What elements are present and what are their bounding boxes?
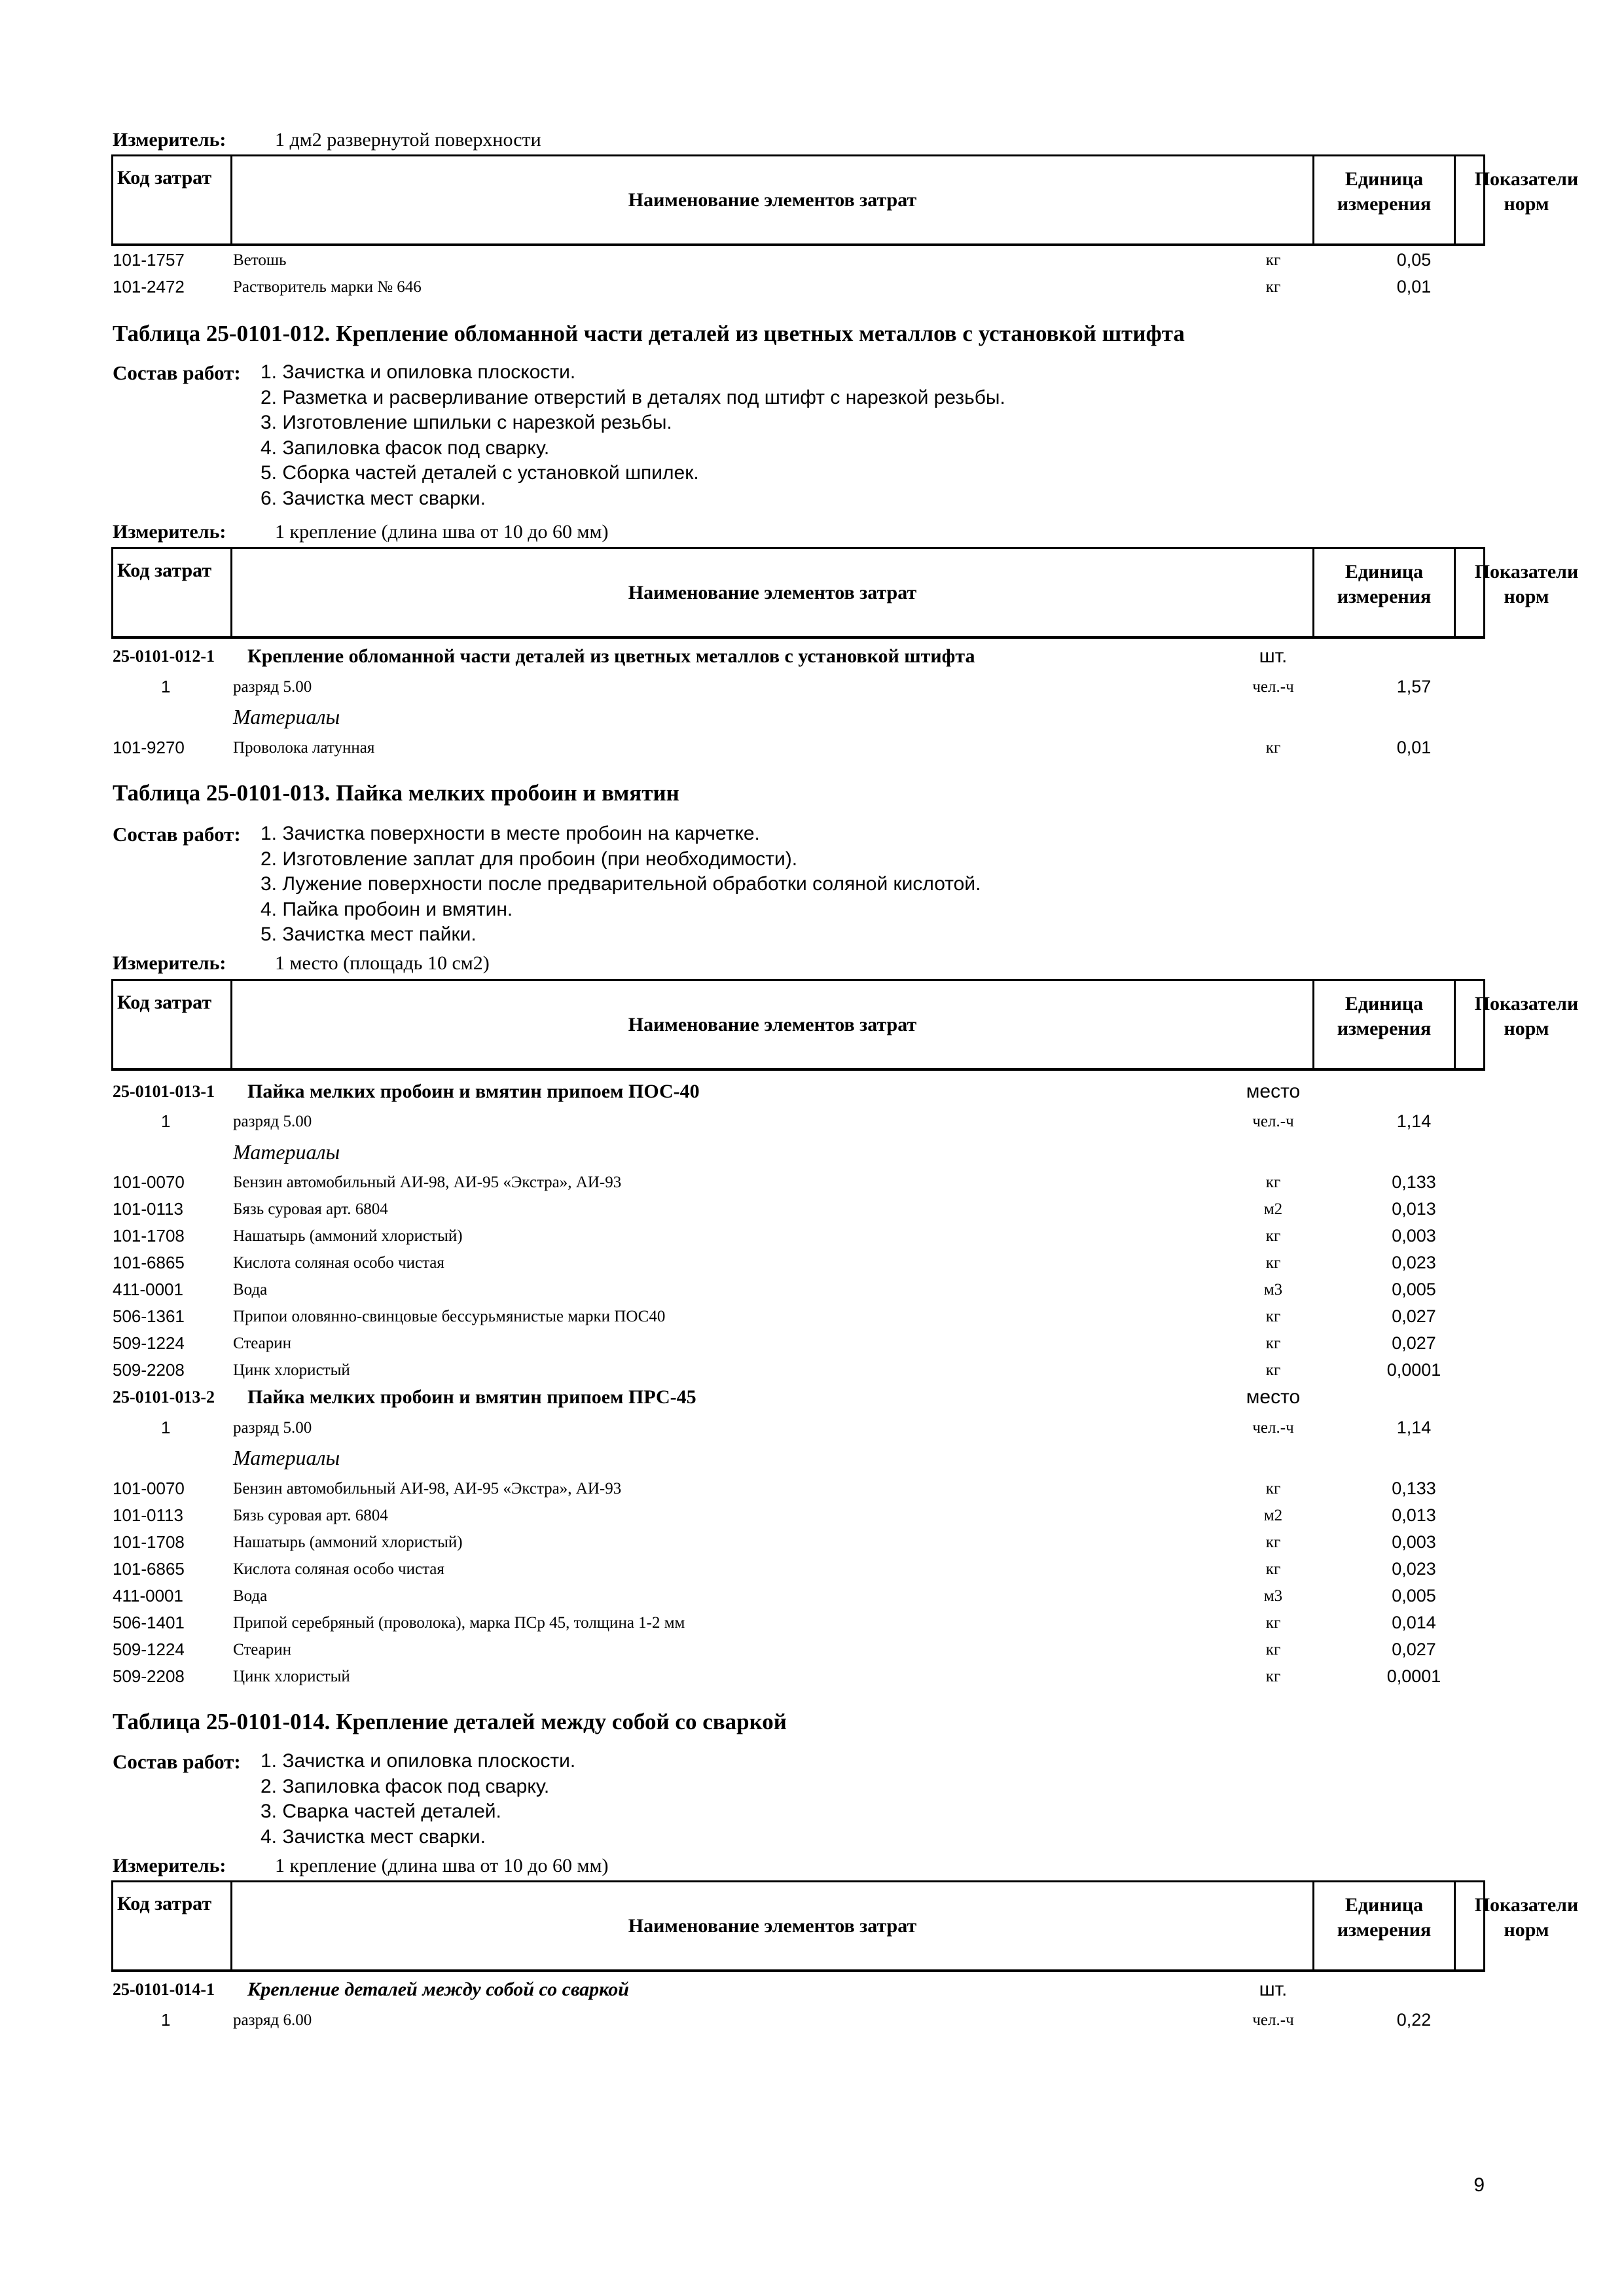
table-row: 101-1757 Ветошь кг 0,05 (113, 250, 1432, 270)
header-name: Наименование элементов затрат (232, 156, 1314, 243)
materials-heading: Материалы (233, 1446, 340, 1469)
materials-heading: Материалы (233, 705, 340, 728)
table-title: Таблица 25-0101-014. Крепление деталей между собой со сваркой (113, 1709, 787, 1734)
table-row: 101-0113 Бязь суровая арт. 6804 м2 0,013 (113, 1199, 1436, 1219)
table-row: 101-1708 Нашатырь (аммоний хлористый) кг 0,003 (113, 1532, 1436, 1552)
table-header: Код затрат Наименование элементов затрат Единица измерения Показатели норм (111, 1880, 1485, 1972)
table-row: 411-0001 Вода м3 0,005 (113, 1280, 1436, 1299)
table-header: Код затрат Наименование элементов затрат Единица измерения Показатели норм (111, 547, 1485, 639)
table-row-item: 25-0101-012-1 Крепление обломанной части деталей из цветных металлов с установкой штифта шт. (113, 645, 1288, 667)
page-number: 9 (1473, 2174, 1485, 2196)
measure-line: Измеритель: 1 место (площадь 10 см2) (113, 952, 490, 974)
work-steps: 1. Зачистка и опиловка плоскости. 2. Разметка и расверливание отверстий в деталях под штифт с нарезкой резьбы. 3. Изготовление шпильки с нарезкой резьбы. 4. Запиловка фасок под сварку. 5. Сборка частей деталей с установкой шпилек. 6. Зачистка мест сварки. (261, 361, 1005, 509)
table-row: 411-0001 Вода м3 0,005 (113, 1586, 1436, 1605)
table-row: 509-2208 Цинк хлористый кг 0,0001 (113, 1360, 1441, 1380)
table-row: 101-6865 Кислота соляная особо чистая кг 0,023 (113, 1559, 1436, 1579)
measure-line (113, 127, 541, 153)
measure-label: Измеритель: (113, 129, 226, 151)
table-row: 101-1708 Нашатырь (аммоний хлористый) кг 0,003 (113, 1226, 1436, 1246)
table-row: 509-2208 Цинк хлористый кг 0,0001 (113, 1666, 1441, 1686)
table-row: 101-0113 Бязь суровая арт. 6804 м2 0,013 (113, 1505, 1436, 1525)
table-row: 1 разряд 5.00 чел.-ч 1,14 (161, 1418, 1432, 1437)
table-row: 506-1401 Припой серебряный (проволока), марка ПСр 45, толщина 1-2 мм кг 0,014 (113, 1613, 1436, 1632)
table-row: 101-0070 Бензин автомобильный АИ-98, АИ-95 «Экстра», АИ-93 кг 0,133 (113, 1172, 1436, 1192)
header-unit: Единица измерения (1314, 156, 1456, 243)
table-header (111, 154, 1579, 246)
table-header: Код затрат Наименование элементов затрат Единица измерения Показатели норм (111, 979, 1485, 1071)
header-norm: Показатели норм (1474, 168, 1579, 215)
table-row: 101-6865 Кислота соляная особо чистая кг 0,023 (113, 1253, 1436, 1272)
table-row-item: 25-0101-013-1 Пайка мелких пробоин и вмятин припоем ПОС-40 место (113, 1081, 1301, 1102)
table-row: 1 разряд 5.00 чел.-ч 1,57 (161, 677, 1432, 696)
table-row: 1 разряд 5.00 чел.-ч 1,14 (161, 1111, 1432, 1131)
document-page: Измеритель: 1 дм2 развернутой поверхности Код затрат Наименование элементов затрат Единица измерения Показатели норм 101-1757 Ветошь кг 0,05 101-2472 Растворитель марки № 646 кг 0,01 Таблица 25-0101-012. Крепление обломанной части деталей из цветных металлов с установкой штифта Состав работ: 1. Зачистка и опиловка плоскости. 2. Разметка и расверливание отверстий в деталях под штифт с нарезкой резьбы. 3. Изготовление шпильки с нарезкой резьбы. 4. Запиловка фасок под сварку. 5. Сборка частей деталей с установкой шпилек. 6. Зачистка мест сварки. Измеритель: 1 крепление (длина шва от 10 до 60 мм) Код затрат Наименование элементов затрат Единица измерения Показатели норм 25-0101-012-1 Крепление обломанной части деталей из цветных металлов с установкой штифта шт. 1 разряд 5.00 чел.-ч 1,57 Материалы 101-9270 Проволока латунная кг 0,01 Таблица 25-0101-013. Пайка мелких пробоин и вмятин Состав работ: 1. Зачистка поверхности в месте пробоин на карчетке. 2. Изготовление заплат для пробоин (при необходимости). 3. Лужение поверхности после предварительной обработки соляной кислотой. 4. Пайка пробоин и вмятин. 5. Зачистка мест пайки. Измеритель: 1 место (площадь 10 см2) Код затрат Наименование элементов затрат Единица измерения Показатели норм 25-0101-013-1 Пайка мелких пробоин и вмятин припоем ПОС-40 место 1 разряд 5.00 чел.-ч 1,14 Материалы 101-0070 Бензин автомобильный АИ-98, АИ-95 «Экстра», АИ-93 кг 0,133 101-0113 Бязь суровая арт. 6804 м2 0,013 101-1708 Нашатырь (аммоний хлористый) кг 0,003 101-6865 Кислота соляная особо чистая кг 0,023 411-0001 Вода м3 0,005 506-1361 Припои оловянно-свинцовые бессурьмянистые марки ПОС40 кг 0,027 509-1224 Стеарин кг 0,027 509-2208 Цинк хлористый кг 0,0001 25-0101-013-2 Пайка мелких пробоин и вмятин припоем ПРС-45 место 1 разряд 5.00 чел.-ч 1,14 Материалы 101-0070 Бензин автомобильный АИ-98, АИ-95 «Экстра», АИ-93 кг 0,133 101-0113 Бязь суровая арт. 6804 м2 0,013 101-1708 Нашатырь (аммоний хлористый) кг 0,003 101-6865 Кислота соляная особо чистая кг 0,023 411-0001 Вода м3 0,005 506-1401 Припой серебряный (проволока), марка ПСр 45, толщина 1-2 мм кг 0,014 509-1224 Стеарин кг 0,027 509-2208 Цинк хлористый кг 0,0001 Таблица 25-0101-014. Крепление деталей между собой со сваркой Состав работ: 1. Зачистка и опиловка плоскости. 2. Запиловка фасок под сварку. 3. Сварка частей деталей. 4. Зачистка мест сварки. Измеритель: 1 крепление (длина шва от 10 до 60 мм) Код затрат Наименование элементов затрат Единица измерения Показатели норм 25-0101-014-1 Крепление деталей между собой со сваркой шт. 1 разряд 6.00 чел.-ч 0,22 9 (0, 0, 1624, 2296)
table-row: 1 разряд 6.00 чел.-ч 0,22 (161, 2010, 1432, 2030)
table-title: Таблица 25-0101-012. Крепление обломанной части деталей из цветных металлов с установкой штифта (113, 321, 1185, 346)
work-composition-label: Состав работ: (113, 361, 241, 384)
table-row: 101-2472 Растворитель марки № 646 кг 0,01 (113, 277, 1432, 296)
table-row: 509-1224 Стеарин кг 0,027 (113, 1333, 1436, 1353)
table-row: 509-1224 Стеарин кг 0,027 (113, 1640, 1436, 1659)
header-code: Код затрат (113, 156, 232, 243)
table-row: 101-9270 Проволока латунная кг 0,01 (113, 738, 1432, 757)
measure-line: Измеритель: 1 крепление (длина шва от 10 до 60 мм) (113, 1855, 609, 1876)
table-row-item: 25-0101-014-1 Крепление деталей между собой со сваркой шт. (113, 1979, 1288, 2000)
table-title: Таблица 25-0101-013. Пайка мелких пробоин и вмятин (113, 780, 679, 806)
measure-line: Измеритель: 1 крепление (длина шва от 10 до 60 мм) (113, 521, 609, 543)
table-row: 506-1361 Припои оловянно-свинцовые бессурьмянистые марки ПОС40 кг 0,027 (113, 1306, 1436, 1326)
table-row: 101-0070 Бензин автомобильный АИ-98, АИ-95 «Экстра», АИ-93 кг 0,133 (113, 1479, 1436, 1498)
materials-heading: Материалы (233, 1140, 340, 1164)
table-row-item: 25-0101-013-2 Пайка мелких пробоин и вмятин припоем ПРС-45 место (113, 1386, 1301, 1408)
measure-value: 1 дм2 развернутой поверхности (275, 129, 541, 151)
